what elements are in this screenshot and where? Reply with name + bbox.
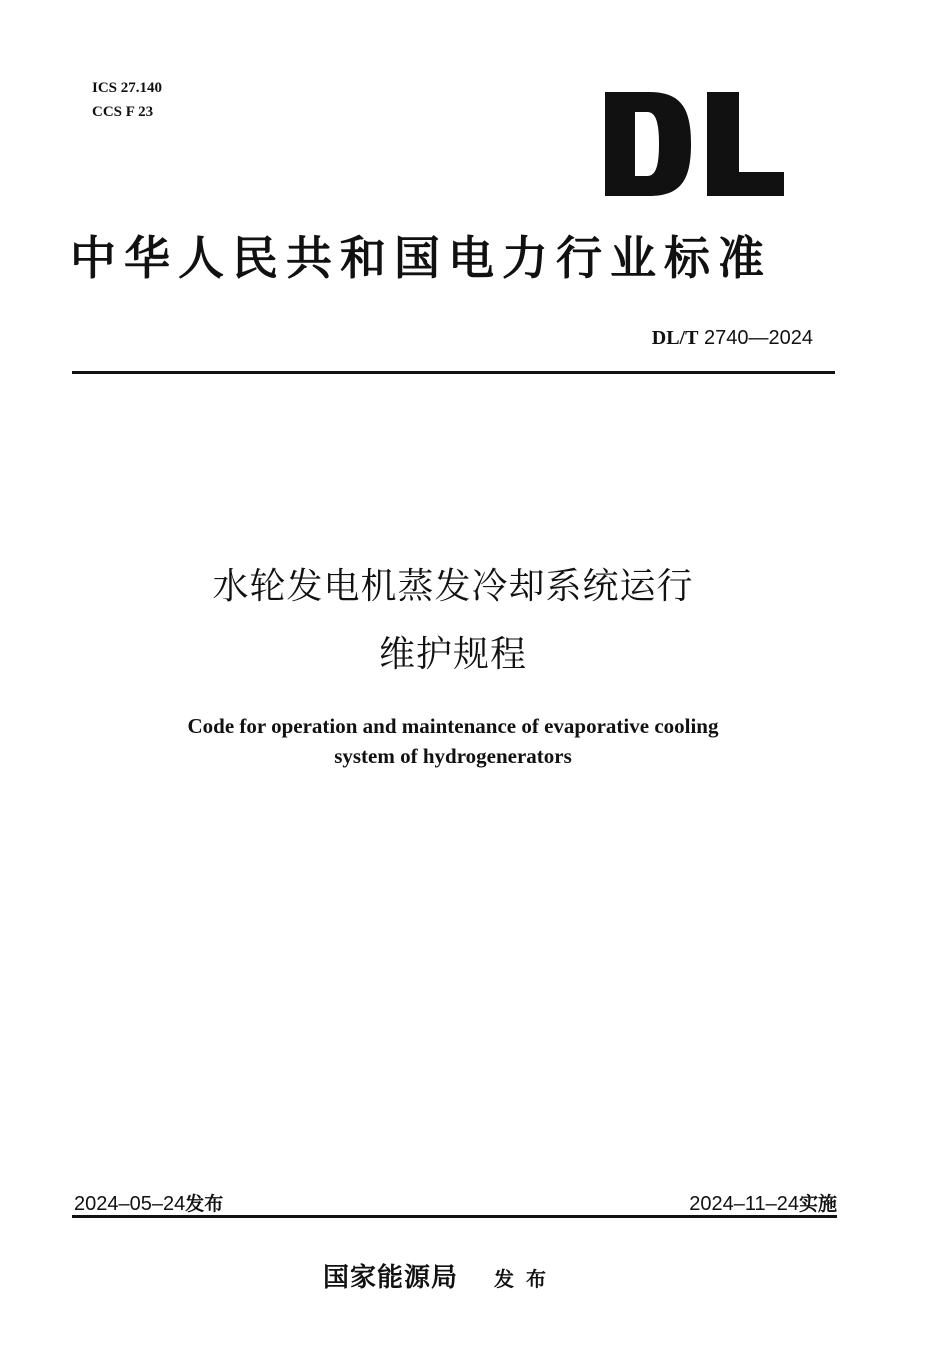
english-title-line-2: system of hydrogenerators <box>334 744 572 768</box>
standard-category-title: 中华人民共和国电力行业标准 <box>70 231 772 285</box>
issue-date <box>74 1189 223 1216</box>
footer-divider <box>72 1215 837 1218</box>
classification-codes <box>92 76 162 124</box>
implementation-date-label: 实施 <box>798 1193 837 1215</box>
standard-number-value: 2740—2024 <box>704 327 813 349</box>
publisher <box>323 1257 558 1294</box>
chinese-title-line-2: 维护规程 <box>378 634 527 675</box>
ccs-code: CCS F 23 <box>92 104 154 120</box>
ics-code: ICS 27.140 <box>92 80 163 96</box>
implementation-date-value: 2024–11–24 <box>689 1193 799 1215</box>
header-divider <box>72 371 835 374</box>
implementation-date <box>689 1189 837 1216</box>
publisher-organization: 国家能源局 <box>323 1263 459 1293</box>
chinese-title-line-1: 水轮发电机蒸发冷却系统运行 <box>212 566 694 607</box>
dl-logo <box>603 92 786 196</box>
issue-date-label: 发布 <box>185 1193 224 1215</box>
standard-number <box>652 327 813 350</box>
standard-number-prefix: DL/T <box>651 327 699 349</box>
english-title-line-1: Code for operation and maintenance of evaporative cooling <box>187 714 719 738</box>
publisher-action: 发布 <box>494 1267 559 1291</box>
issue-date-value: 2024–05–24 <box>74 1193 186 1215</box>
